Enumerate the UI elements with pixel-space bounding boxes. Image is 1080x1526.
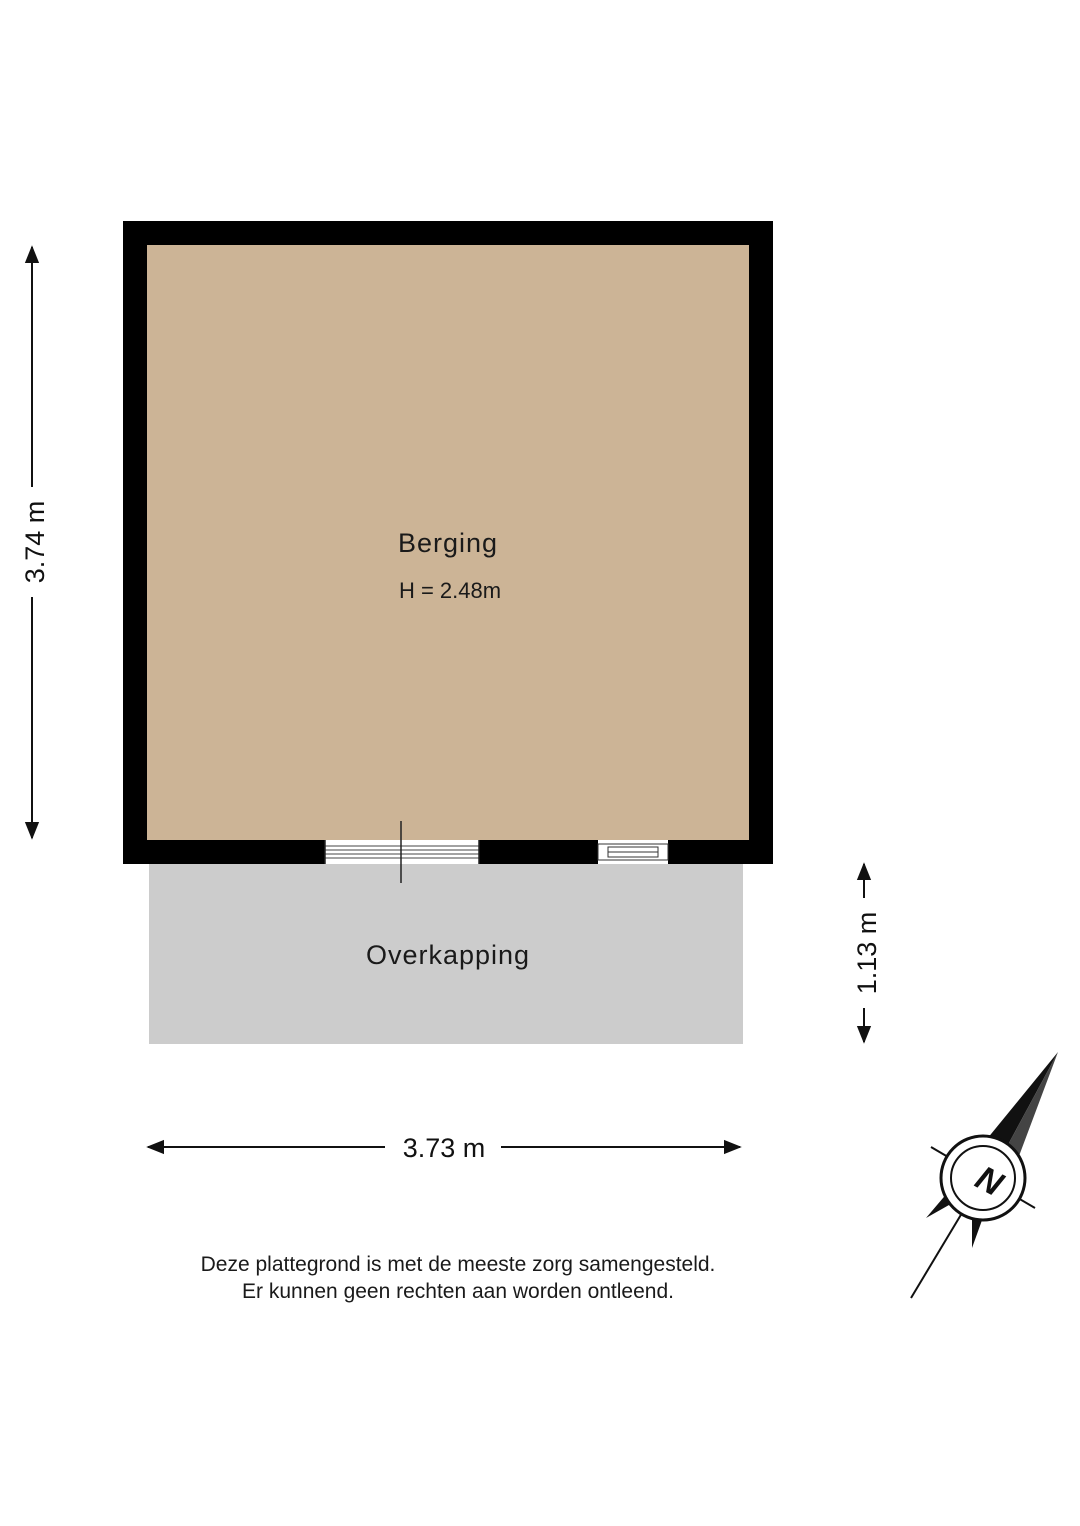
storage-depth-label: 3.74 m xyxy=(20,500,50,584)
storage-room-name: Berging xyxy=(397,528,499,558)
dimension-canopy-depth xyxy=(852,864,882,1042)
disclaimer-line-1: Deze plattegrond is met de meeste zorg samengesteld. xyxy=(200,1253,716,1276)
compass-label: N xyxy=(969,1158,1009,1204)
canopy-room-name: Overkapping xyxy=(365,940,531,970)
canopy-depth-label: 1.13 m xyxy=(852,911,882,995)
window xyxy=(598,840,668,864)
compass-north-icon xyxy=(911,1052,1058,1298)
total-width-label: 3.73 m xyxy=(402,1133,486,1163)
disclaimer xyxy=(158,1251,758,1305)
dimension-storage-depth xyxy=(20,247,50,838)
disclaimer-line-2: Er kunnen geen rechten aan worden ontleend. xyxy=(242,1280,674,1303)
dimension-total-width xyxy=(148,1133,740,1163)
storage-room-height: H = 2.48m xyxy=(398,578,502,603)
